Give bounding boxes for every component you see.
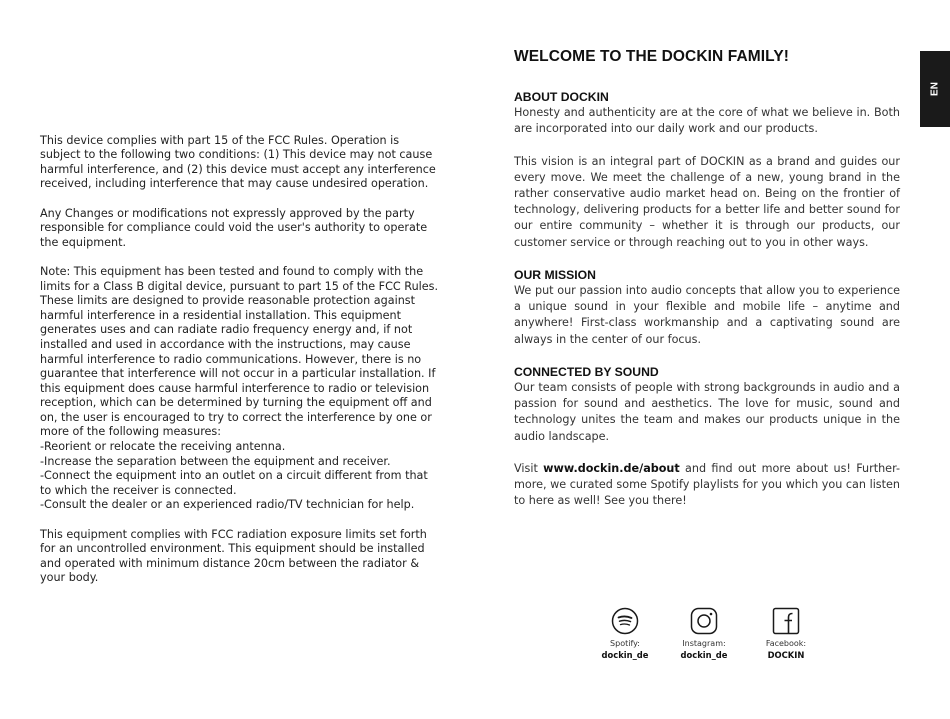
- text-line: -Connect the equipment into an outlet on a circuit different from that: [40, 469, 428, 483]
- spotify-icon: [610, 606, 640, 636]
- text-line: received, including interference that may cause undesired operation.: [40, 177, 429, 191]
- text-line: for an uncontrolled environment. This equipment should be installed: [40, 542, 425, 556]
- social-platform-label: Spotify:: [610, 639, 640, 648]
- text-line: responsible for compliance could void the user's authority to operate: [40, 221, 428, 235]
- connected-paragraph: Our team consists of people with strong backgrounds in audio and a passion for sound and aesthetics. The love for music, sound and technology unites the team and makes our products unique in the audio landscape.: [514, 381, 900, 443]
- text-line: This equipment complies with FCC radiation exposure limits set forth: [40, 527, 427, 541]
- text-line: Note: This equipment has been tested and found to comply with the: [40, 264, 424, 278]
- text-line: this equipment does cause harmful interference to radio or television: [40, 381, 430, 395]
- text-line: guarantee that interference will not occur in a particular installation. If: [40, 367, 436, 381]
- text-line: generates uses and can radiate radio frequency energy and, if not: [40, 323, 413, 337]
- text-line: These limits are designed to provide reasonable protection against: [40, 294, 416, 308]
- text-line: -Reorient or relocate the receiving antenna.: [40, 440, 286, 454]
- section-heading-mission: OUR MISSION: [514, 268, 596, 282]
- text-line: Any Changes or modifications not expressly approved by the party: [40, 206, 415, 220]
- text-line: This device complies with part 15 of the FCC Rules. Operation is: [40, 133, 400, 147]
- about-paragraph: Honesty and authenticity are at the core of what we believe in. Both are incorporated into our daily work and our products.: [514, 106, 900, 136]
- instagram-social[interactable]: [665, 606, 743, 661]
- text-line: installed and used in accordance with the instructions, may cause: [40, 337, 411, 351]
- fcc-statement: [40, 119, 440, 601]
- about-paragraph: This vision is an integral part of DOCKIN as a brand and guides our every move. We meet the challenge of a new, young brand in the rather conservative audio market head on. Being on the frontier of technology, delivering products for a better life and better sound for our entire community – whether it is through our products, our customer service or through reaching out to you in other ways.: [514, 154, 900, 249]
- text-line: subject to the following two conditions: (1) This device may not cause: [40, 148, 433, 162]
- page-title: WELCOME TO THE DOCKIN FAMILY!: [514, 48, 790, 65]
- text-line: reception, which can be determined by turning the equipment off and: [40, 396, 432, 410]
- about-content: [514, 89, 900, 510]
- about-url-link[interactable]: www.dockin.de/about: [543, 462, 680, 475]
- section-heading-about: ABOUT DOCKIN: [514, 90, 609, 104]
- social-handle: DOCKIN: [767, 650, 805, 660]
- text-line: more of the following measures:: [40, 425, 222, 439]
- text-line: harmful interference in a residential installation. This equipment: [40, 308, 402, 322]
- text-line: your body.: [40, 571, 99, 585]
- language-tab: [920, 51, 950, 127]
- social-platform-label: Instagram:: [682, 639, 726, 648]
- text-line: harmful interference to radio communications. However, there is no: [40, 352, 422, 366]
- social-handle: dockin_de: [680, 650, 728, 660]
- text-line: harmful interference, and (2) this device must accept any interference: [40, 162, 436, 176]
- section-heading-connected: CONNECTED BY SOUND: [514, 365, 659, 379]
- social-handle: dockin_de: [601, 650, 649, 660]
- facebook-social[interactable]: [747, 606, 825, 661]
- language-tab-label: EN: [929, 82, 941, 96]
- social-platform-label: Facebook:: [765, 639, 807, 648]
- spotify-social[interactable]: [586, 606, 664, 661]
- text-line: to which the receiver is connected.: [40, 483, 237, 497]
- text-line: limits for a Class B digital device, pursuant to part 15 of the FCC Rules.: [40, 279, 439, 293]
- mission-paragraph: We put our passion into audio concepts that allow you to experience a unique sound in your flexible and mobile life – anytime and anywhere! First-class workmanship and a captivating sound are always in the center of our focus.: [514, 284, 900, 346]
- text-line: on, the user is encouraged to try to correct the interference by one or: [40, 410, 432, 424]
- text-line: -Consult the dealer or an experienced radio/TV technician for help.: [40, 498, 415, 512]
- visit-text-suffix: and find out more about us! Further-more, we curated some Spotify playlists for you which you can listen to here as well! See you there!: [514, 462, 900, 508]
- text-line: -Increase the separation between the equipment and receiver.: [40, 454, 391, 468]
- visit-paragraph: [514, 461, 900, 510]
- facebook-icon: [771, 606, 801, 636]
- visit-text-prefix: Visit: [514, 462, 544, 475]
- text-line: and operated with minimum distance 20cm between the radiator &: [40, 556, 420, 570]
- text-line: the equipment.: [40, 235, 127, 249]
- instagram-icon: [689, 606, 719, 636]
